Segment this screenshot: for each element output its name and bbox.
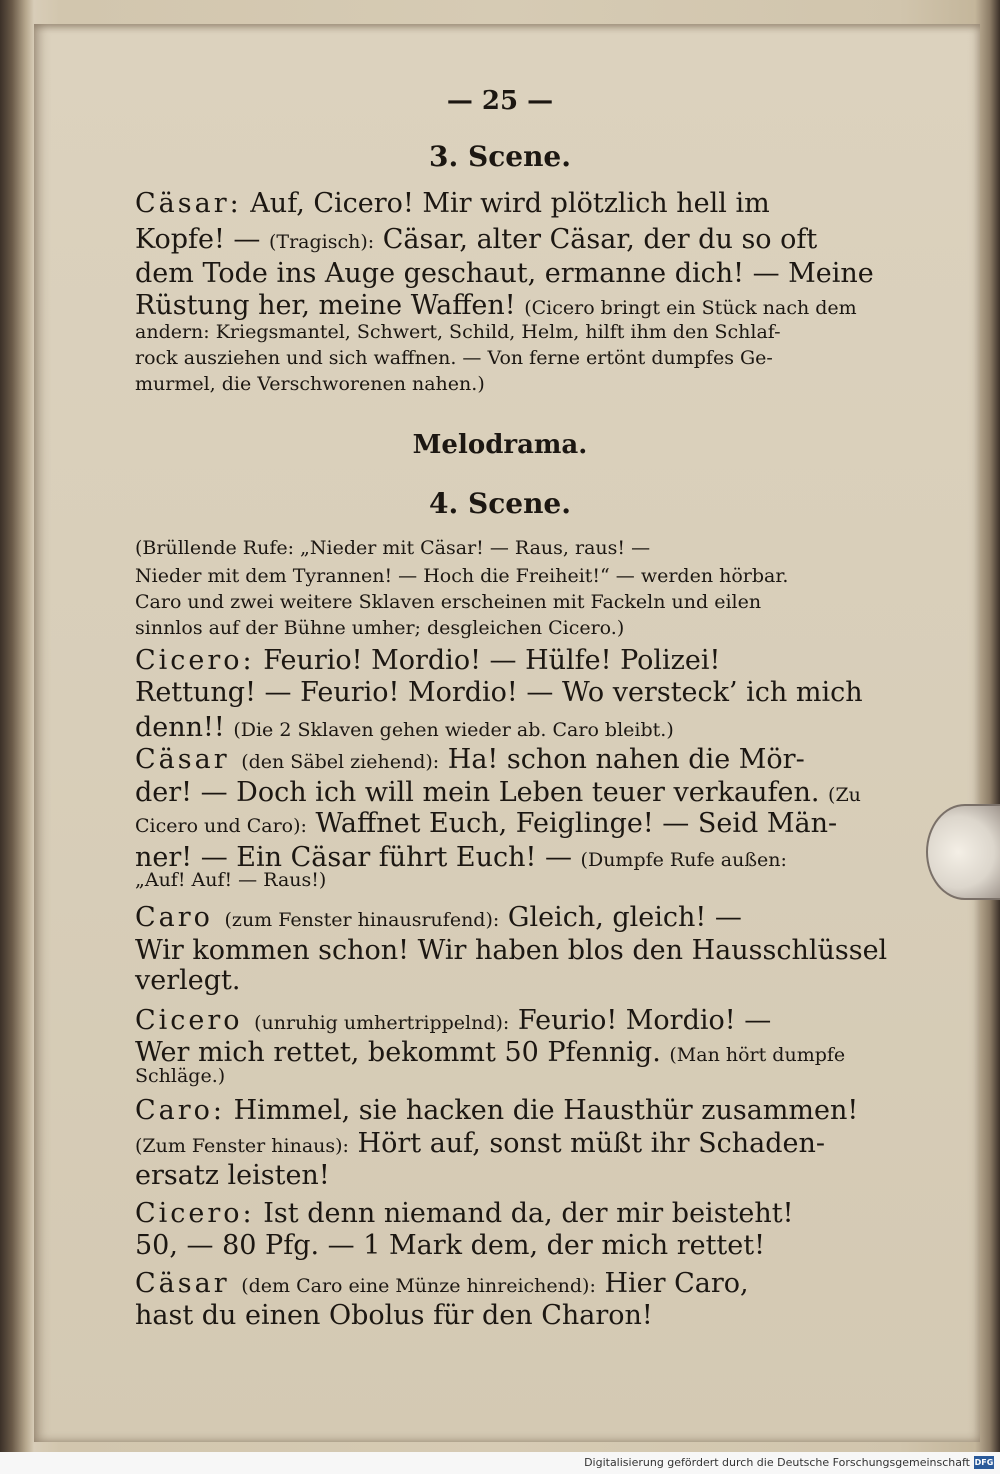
stage-direction: Schläge.) bbox=[135, 1065, 226, 1087]
stage-direction: (den Säbel ziehend): bbox=[241, 751, 440, 773]
dialogue-line bbox=[135, 808, 865, 839]
dialogue-line bbox=[135, 935, 888, 966]
scene-3-line bbox=[135, 321, 865, 343]
dialogue-line bbox=[135, 1160, 865, 1191]
dialogue-text: Wir kommen schon! Wir haben blos den Hausschlüssel bbox=[135, 935, 888, 966]
dialogue-text: der! — Doch ich will mein Leben teuer verkaufen. bbox=[135, 777, 829, 808]
scene-3-heading: 3. Scene. bbox=[429, 140, 571, 173]
dialogue-text: Waffnet Euch, Feiglinge! — Seid Män- bbox=[306, 808, 838, 839]
speaker-name: Cicero bbox=[135, 1005, 255, 1036]
stage-direction: (Dumpfe Rufe außen: bbox=[580, 849, 787, 871]
scene-4-stage-line bbox=[135, 591, 865, 613]
scene-3-line bbox=[135, 373, 865, 395]
stage-direction: (Cicero bringt ein Stück nach dem bbox=[524, 297, 857, 319]
dialogue-line bbox=[135, 1065, 865, 1087]
thumb-index-tab bbox=[926, 804, 1000, 900]
speaker-name: Cicero: bbox=[135, 645, 255, 676]
dialogue-text: ner! — Ein Cäsar führt Euch! — bbox=[135, 842, 581, 873]
scene-3-line bbox=[135, 224, 865, 255]
scene-4-stage-line bbox=[135, 537, 865, 559]
footer-credit: Digitalisierung gefördert durch die Deutsche Forschungsgemeinschaft bbox=[584, 1456, 970, 1469]
dialogue-line bbox=[135, 677, 865, 708]
stage-direction: andern: Kriegsmantel, Schwert, Schild, Helm, hilft ihm den Schlaf- bbox=[135, 321, 781, 343]
dialogue-line bbox=[135, 1095, 865, 1126]
dialogue-text: denn!! bbox=[135, 712, 234, 743]
dialogue-text: Feurio! Mordio! — bbox=[509, 1005, 772, 1036]
speaker-name: Caro: bbox=[135, 1095, 226, 1126]
stage-direction: (Tragisch): bbox=[268, 231, 375, 253]
dialogue-text: Hier Caro, bbox=[595, 1268, 749, 1299]
dialogue-line bbox=[135, 744, 865, 775]
dialogue-text: Wer mich rettet, bekommt 50 Pfennig. bbox=[135, 1037, 670, 1068]
scene-3-line bbox=[135, 347, 865, 369]
dialogue-text: Himmel, sie hacken die Hausthür zusammen! bbox=[225, 1095, 859, 1126]
stage-direction: (Man hört dumpfe bbox=[669, 1044, 846, 1066]
dialogue-text: Kopfe! — bbox=[135, 224, 269, 255]
dialogue-line bbox=[135, 777, 865, 808]
dialogue-line bbox=[135, 1037, 865, 1068]
stage-direction: rock ausziehen und sich waffnen. — Von ferne ertönt dumpfes Ge- bbox=[135, 347, 773, 369]
dfg-logo: DFG bbox=[974, 1458, 994, 1467]
dialogue-line bbox=[135, 712, 865, 743]
dialogue-text: Ha! schon nahen die Mör- bbox=[439, 744, 805, 775]
dialogue-text: verlegt. bbox=[135, 965, 241, 996]
speaker-name: Cäsar: bbox=[135, 188, 242, 219]
speaker-name: Cicero: bbox=[135, 1198, 255, 1229]
stage-direction: (Zu bbox=[828, 784, 861, 806]
scene-3-line bbox=[135, 258, 874, 289]
stage-direction: (unruhig umhertrippelnd): bbox=[254, 1012, 510, 1034]
speaker-name: Cäsar bbox=[135, 744, 242, 775]
dialogue-text: ersatz leisten! bbox=[135, 1160, 330, 1191]
dialogue-text: 50, — 80 Pfg. — 1 Mark dem, der mich rettet! bbox=[135, 1230, 765, 1261]
dialogue-text: Feurio! Mordio! — Hülfe! Polizei! bbox=[254, 645, 721, 676]
stage-direction: (dem Caro eine Münze hinreichend): bbox=[241, 1275, 596, 1297]
dialogue-line bbox=[135, 902, 865, 933]
scene-4-stage-line bbox=[135, 565, 865, 587]
dialogue-line bbox=[135, 1300, 865, 1331]
dialogue-text: Hört auf, sonst müßt ihr Schaden- bbox=[348, 1128, 826, 1159]
dialogue-line bbox=[135, 1128, 865, 1159]
stage-direction: (Die 2 Sklaven gehen wieder ab. Caro bleibt.) bbox=[233, 719, 674, 741]
stage-direction: (zum Fenster hinausrufend): bbox=[224, 909, 500, 931]
dialogue-text: Cäsar, alter Cäsar, der du so oft bbox=[374, 224, 818, 255]
dialogue-text: Ist denn niemand da, der mir beisteht! bbox=[254, 1198, 794, 1229]
page-number: — 25 — bbox=[446, 86, 554, 116]
stage-direction: Nieder mit dem Tyrannen! — Hoch die Freiheit!“ — werden hörbar. bbox=[135, 565, 789, 587]
dialogue-line bbox=[135, 1005, 865, 1036]
footer-bar bbox=[0, 1452, 1000, 1474]
dialogue-line bbox=[135, 1198, 865, 1229]
stage-direction: (Brüllende Rufe: „Nieder mit Cäsar! — Raus, raus! — bbox=[135, 537, 651, 559]
dialogue-text: dem Tode ins Auge geschaut, ermanne dich! — Meine bbox=[135, 258, 874, 289]
stage-direction: murmel, die Verschworenen nahen.) bbox=[135, 373, 485, 395]
stage-direction: sinnlos auf der Bühne umher; desgleichen Cicero.) bbox=[135, 617, 625, 639]
dialogue-line bbox=[135, 965, 865, 996]
speaker-name: Cäsar bbox=[135, 1268, 242, 1299]
dialogue-line bbox=[135, 1230, 865, 1261]
stage-direction: Cicero und Caro): bbox=[135, 815, 307, 837]
dialogue-line bbox=[135, 1268, 865, 1299]
stage-direction: Caro und zwei weitere Sklaven erscheinen mit Fackeln und eilen bbox=[135, 591, 762, 613]
scene-3-line bbox=[135, 188, 865, 219]
dialogue-text: Gleich, gleich! — bbox=[499, 902, 742, 933]
scene-3-line bbox=[135, 290, 865, 321]
dialogue-text: Auf, Cicero! Mir wird plötzlich hell im bbox=[241, 188, 770, 219]
scene-4-heading: 4. Scene. bbox=[429, 487, 571, 520]
dialogue-text: hast du einen Obolus für den Charon! bbox=[135, 1300, 653, 1331]
dialogue-text: Rüstung her, meine Waffen! bbox=[135, 290, 525, 321]
dialogue-text: Rettung! — Feurio! Mordio! — Wo versteck’ ich mich bbox=[135, 677, 863, 708]
scene-4-stage-line bbox=[135, 617, 865, 639]
dialogue-line bbox=[135, 645, 865, 676]
melodrama-heading: Melodrama. bbox=[412, 430, 588, 460]
stage-direction: „Auf! Auf! — Raus!) bbox=[135, 869, 327, 891]
speaker-name: Caro bbox=[135, 902, 225, 933]
stage-direction: (Zum Fenster hinaus): bbox=[135, 1135, 349, 1157]
dialogue-line bbox=[135, 869, 865, 891]
